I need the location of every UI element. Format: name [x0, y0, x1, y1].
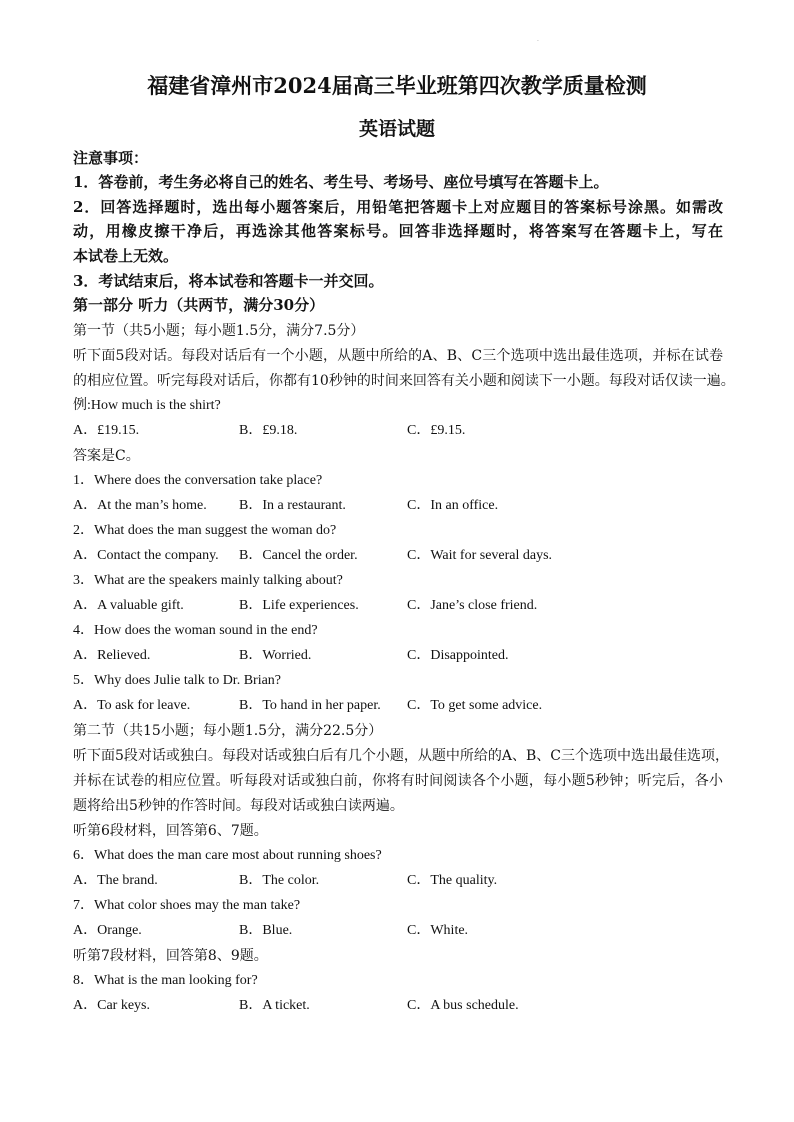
question-6-option-c: C．The quality.	[407, 873, 498, 888]
question-7-option-b: B．Blue.	[239, 923, 293, 938]
example-question: 例:How much is the shirt?	[73, 398, 221, 413]
question-4-option-a: A．Relieved.	[73, 648, 151, 663]
question-1-option-b: B．In a restaurant.	[239, 498, 346, 513]
question-1-option-a: A．At the man’s home.	[73, 498, 207, 513]
question-6-option-a: A．The brand.	[73, 873, 158, 888]
section2-instruction-line-1: 听下面5段对话或独白。每段对话或独白后有几个小题，从题中所给的A、B、C三个选项中选出最佳选项，	[73, 748, 730, 764]
question-5-option-c: C．To get some advice.	[407, 698, 543, 713]
material-7-instruction: 听第7段材料，回答第8、9题。	[73, 948, 268, 964]
section2-instruction-line-3: 题将给出5秒钟的作答时间。每段对话或独白读两遍。	[73, 798, 404, 814]
notice-item-2-line-1: 2．回答选择题时，选出每小题答案后，用铅笔把答题卡上对应题目的答案标号涂黑。如需改	[73, 198, 723, 216]
exam-title: 福建省漳州市2024届高三毕业班第四次教学质量检测	[147, 73, 647, 98]
question-5-option-a: A．To ask for leave.	[73, 698, 191, 713]
question-4-option-b: B．Worried.	[239, 648, 312, 663]
section1-heading: 第一节（共5小题；每小题1.5分，满分7.5分）	[73, 323, 365, 339]
question-7: 7．What color shoes may the man take?	[73, 898, 301, 913]
question-8-option-c: C．A bus schedule.	[407, 998, 519, 1013]
question-3-option-c: C．Jane’s close friend.	[407, 598, 538, 613]
question-6: 6．What does the man care most about running shoes?	[73, 848, 382, 863]
question-2-option-a: A．Contact the company.	[73, 548, 219, 563]
question-8-option-a: A．Car keys.	[73, 998, 150, 1013]
question-2-option-c: C．Wait for several days.	[407, 548, 553, 563]
question-2: 2．What does the man suggest the woman do?	[73, 523, 337, 538]
question-3-option-b: B．Life experiences.	[239, 598, 359, 613]
header-mark: ·	[537, 38, 539, 45]
example-option-c: C．£9.15.	[407, 423, 466, 438]
material-6-instruction: 听第6段材料，回答第6、7题。	[73, 823, 268, 839]
notice-item-2-line-3: 本试卷上无效。	[73, 247, 179, 265]
example-option-a: A．£19.15.	[73, 423, 140, 438]
section1-instruction-line-2: 的相应位置。听完每段对话后，你都有10秒钟的时间来回答有关小题和阅读下一小题。每段对话仅读一遍。	[73, 373, 735, 389]
question-5: 5．Why does Julie talk to Dr. Brian?	[73, 673, 282, 688]
notice-heading: 注意事项：	[73, 149, 149, 167]
notice-item-3: 3．考试结束后，将本试卷和答题卡一并交回。	[73, 272, 384, 290]
question-7-option-a: A．Orange.	[73, 923, 142, 938]
question-8-option-b: B．A ticket.	[239, 998, 310, 1013]
question-3: 3．What are the speakers mainly talking about?	[73, 573, 343, 588]
question-3-option-a: A．A valuable gift.	[73, 598, 184, 613]
section2-instruction-line-2: 并标在试卷的相应位置。听每段对话或独白前，你将有时间阅读各个小题，每小题5秒钟；听完后，各小	[73, 773, 723, 789]
question-1-option-c: C．In an office.	[407, 498, 499, 513]
question-5-option-b: B．To hand in her paper.	[239, 698, 381, 713]
question-4: 4．How does the woman sound in the end?	[73, 623, 318, 638]
question-6-option-b: B．The color.	[239, 873, 320, 888]
question-1: 1．Where does the conversation take place?	[73, 473, 323, 488]
example-answer: 答案是C。	[73, 448, 140, 464]
question-4-option-c: C．Disappointed.	[407, 648, 509, 663]
section2-heading: 第二节（共15小题；每小题1.5分，满分22.5分）	[73, 723, 383, 739]
example-option-b: B．£9.18.	[239, 423, 298, 438]
section1-instruction-line-1: 听下面5段对话。每段对话后有一个小题，从题中所给的A、B、C三个选项中选出最佳选项，并标在试卷	[73, 348, 723, 364]
notice-item-2-line-2: 动，用橡皮擦干净后，再选涂其他答案标号。回答非选择题时，将答案写在答题卡上，写在	[73, 222, 723, 240]
exam-subtitle: 英语试题	[358, 118, 435, 140]
question-7-option-c: C．White.	[407, 923, 469, 938]
notice-item-1: 1．答卷前，考生务必将自己的姓名、考生号、考场号、座位号填写在答题卡上。	[73, 173, 609, 191]
question-8: 8．What is the man looking for?	[73, 973, 258, 988]
question-2-option-b: B．Cancel the order.	[239, 548, 358, 563]
part1-heading: 第一部分 听力（共两节，满分30分）	[73, 296, 325, 314]
